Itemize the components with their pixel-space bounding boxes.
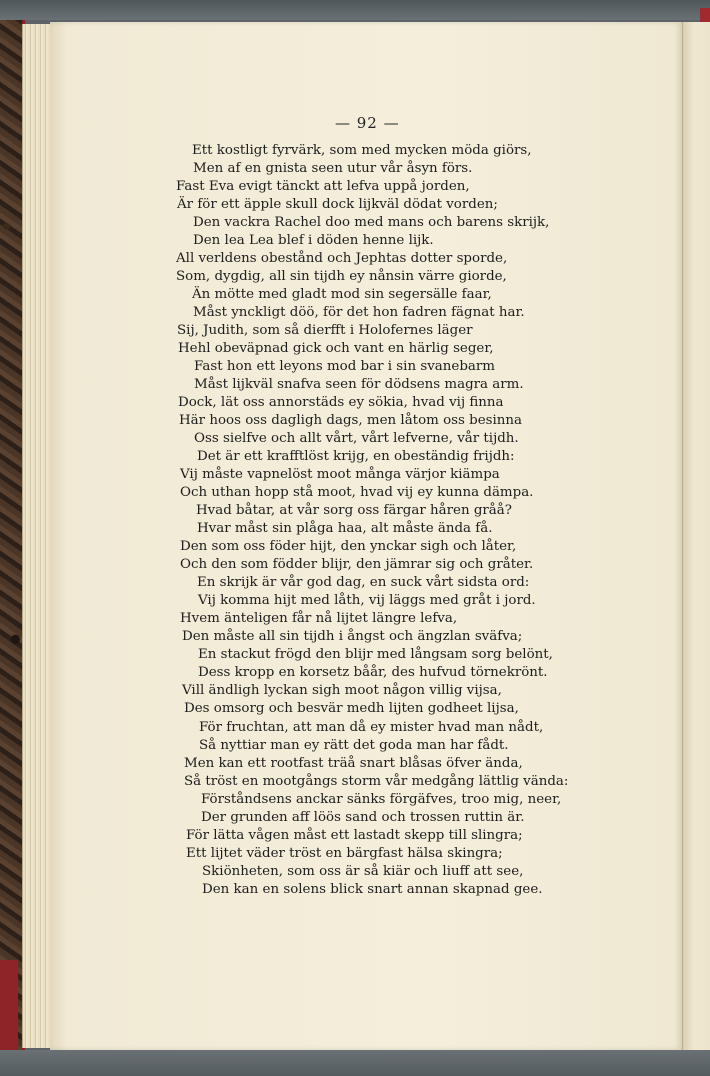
page-number: — 92 — (335, 114, 400, 132)
poem-line: All verldens obestånd och Jephtas dotter sporde, (176, 251, 508, 267)
poem-line: Och den som födder blijr, den jämrar sig och gråter. (180, 557, 534, 573)
scanner-background-top (0, 0, 710, 20)
poem-line: Den måste all sin tijdh i ångst och ängzlan sväfva; (182, 629, 523, 645)
poem-line: Vill ändligh lyckan sigh moot någon villig vijsa, (182, 683, 502, 699)
poem-line: Och uthan hopp stå moot, hvad vij ey kunna dämpa. (180, 485, 534, 501)
poem-line: Än mötte med gladt mod sin segersälle faar, (192, 287, 492, 303)
red-cloth-binding (0, 960, 18, 1050)
poem-line: Sij, Judith, som så dierfft i Holofernes läger (177, 323, 473, 339)
poem-line: För lätta vågen måst ett lastadt skepp till slingra; (186, 827, 523, 843)
poem-line: Hehl obeväpnad gick och vant en härlig seger, (178, 341, 494, 357)
poem-line: Ett kostligt fyrvärk, som med mycken möda giörs, (192, 143, 532, 158)
scanner-background-bottom (0, 1050, 710, 1076)
poem-line: Men af en gnista seen utur vår åsyn förs. (193, 161, 473, 177)
poem-line: Fast hon ett leyons mod bar i sin svanebarm (194, 359, 495, 375)
poem-line: Den lea Lea blef i döden henne lijk. (193, 233, 434, 249)
poem-line: Så nyttiar man ey rätt det goda man har fådt. (199, 737, 509, 753)
red-cloth-binding-corner (700, 8, 710, 22)
poem-line: Men kan ett rootfast träå snart blåsas öfver ända, (184, 755, 523, 771)
poem-line: Fast Eva evigt tänckt att lefva uppå jorden, (176, 179, 470, 195)
poem-line: Är för ett äpple skull dock lijkväl dödat vorden; (177, 197, 498, 213)
poem-line: Ett lijtet väder tröst en bärgfast hälsa skingra; (186, 845, 503, 861)
poem-line: Som, dygdig, all sin tijdh ey nånsin värre giorde, (176, 269, 507, 285)
poem-line: För fruchtan, att man då ey mister hvad man nådt, (199, 719, 544, 735)
poem-line: Vij måste vapnelöst moot många värjor kiämpa (180, 467, 500, 483)
poem-line: Här hoos oss dagligh dags, men låtom oss besinna (179, 413, 523, 429)
poem-line: Dess kropp en korsetz båår, des hufvud törnekrönt. (198, 665, 548, 681)
poem-line: Förståndsens anckar sänks förgäfves, troo mig, neer, (201, 791, 562, 807)
poem-line: En skrijk är vår god dag, en suck vårt sidsta ord: (197, 575, 530, 591)
poem-line: Skiönheten, som oss är så kiär och liuff att see, (202, 863, 524, 879)
poem-line: Der grunden aff löös sand och trossen ruttin är. (201, 809, 525, 825)
poem-line: En stackut frögd den blijr med långsam sorg belönt, (198, 647, 553, 663)
poem-line: Den kan en solens blick snart annan skapnad gee. (202, 881, 543, 897)
poem-line: Dock, lät oss annorstäds ey sökia, hvad vij finna (178, 395, 504, 411)
poem-line: Des omsorg och besvär medh lijten godheet lijsa, (184, 701, 519, 717)
poem-line: Hvad båtar, at vår sorg oss färgar håren gråå? (196, 503, 512, 519)
poem-line: Den vackra Rachel doo med mans och barens skrijk, (193, 215, 550, 231)
poem-line: Vij komma hijt med låth, vij läggs med gråt i jord. (198, 593, 536, 609)
poem-text (0, 142, 710, 899)
poem-line: Måst lijkväl snafva seen för dödsens magra arm. (194, 377, 524, 393)
poem-line: Hvar måst sin plåga haa, alt måste ända få. (197, 521, 493, 537)
poem-line: Det är ett krafftlöst krijg, en obeständig frijdh: (197, 449, 515, 465)
poem-line: Måst ynckligt döö, för det hon fadren fägnat har. (193, 305, 525, 321)
poem-line: Den som oss föder hijt, den ynckar sigh och låter, (180, 539, 517, 555)
poem-line: Hvem änteligen får nå lijtet längre lefva, (180, 611, 458, 627)
poem-line: Oss sielfve och allt vårt, vårt lefverne, vår tijdh. (194, 431, 519, 447)
poem-line: Så tröst en mootgångs storm vår medgång lättlig vända: (184, 773, 569, 789)
